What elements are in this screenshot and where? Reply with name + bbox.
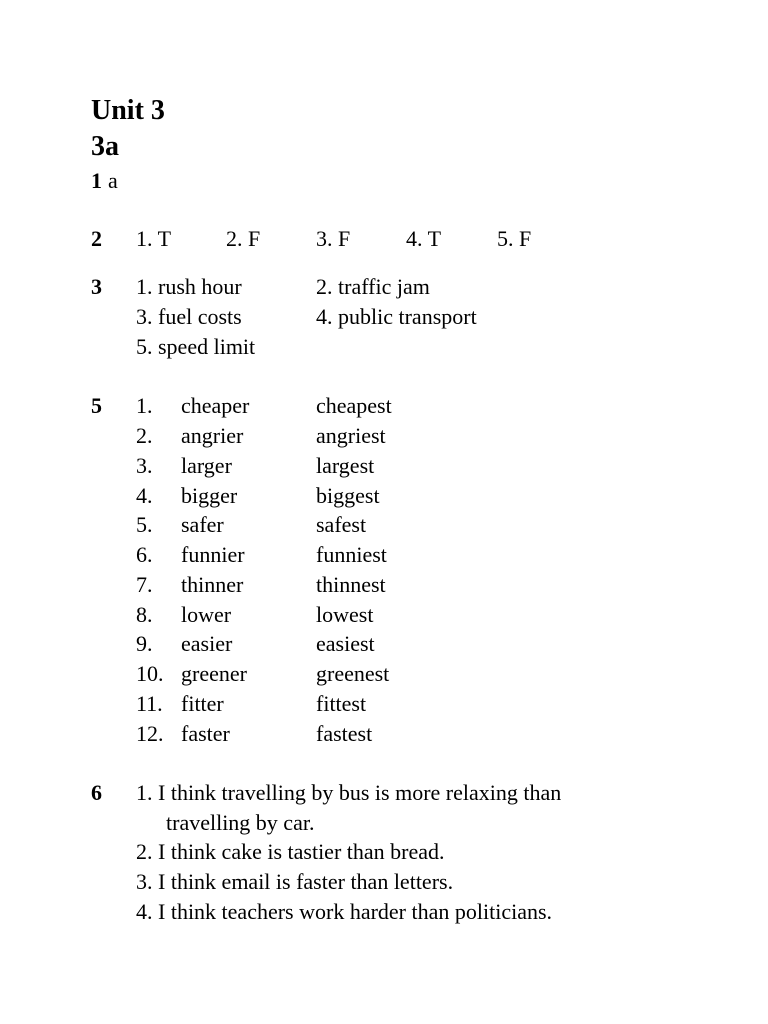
exercise-2-answer: 2. F [226, 226, 261, 251]
row-number: 3. [136, 453, 153, 478]
comparative-form: fitter [181, 691, 224, 716]
superlative-form: cheapest [316, 393, 392, 418]
comparative-form: funnier [181, 542, 245, 567]
exercise-1-number: 1 [91, 168, 102, 193]
exercise-6-sentence: 2. I think cake is tastier than bread. [136, 839, 445, 864]
comparative-form: thinner [181, 572, 244, 597]
row-number: 7. [136, 572, 153, 597]
row-number: 1. [136, 393, 153, 418]
row-number: 12. [136, 721, 164, 746]
comparative-form: lower [181, 602, 232, 627]
row-number: 10. [136, 661, 164, 686]
section-title: 3a [91, 131, 119, 162]
exercise-6-sentence: 3. I think email is faster than letters. [136, 869, 454, 894]
superlative-form: fittest [316, 691, 367, 716]
row-number: 4. [136, 483, 153, 508]
exercise-6-sentence: 4. I think teachers work harder than politicians. [136, 899, 553, 924]
exercise-3-answer: 1. rush hour [136, 274, 242, 299]
exercise-1-answer: a [108, 168, 118, 193]
superlative-form: fastest [316, 721, 373, 746]
exercise-2-answer: 5. F [497, 226, 532, 251]
row-number: 6. [136, 542, 153, 567]
comparative-form: bigger [181, 483, 238, 508]
superlative-form: safest [316, 512, 367, 537]
exercise-6-sentence-continuation: travelling by car. [166, 810, 315, 835]
superlative-form: largest [316, 453, 375, 478]
superlative-form: lowest [316, 602, 374, 627]
unit-title: Unit 3 [91, 95, 165, 126]
exercise-2-answer: 1. T [136, 226, 172, 251]
comparative-form: angrier [181, 423, 244, 448]
row-number: 2. [136, 423, 153, 448]
comparative-form: greener [181, 661, 247, 686]
row-number: 5. [136, 512, 153, 537]
exercise-2-answer: 4. T [406, 226, 442, 251]
exercise-3-number: 3 [91, 274, 102, 299]
exercise-3-answer: 4. public transport [316, 304, 477, 329]
comparative-form: cheaper [181, 393, 250, 418]
superlative-form: thinnest [316, 572, 386, 597]
exercise-2-number: 2 [91, 226, 102, 251]
superlative-form: easiest [316, 631, 375, 656]
row-number: 9. [136, 631, 153, 656]
exercise-3-answer: 5. speed limit [136, 334, 256, 359]
exercise-5-number: 5 [91, 393, 102, 418]
comparative-form: safer [181, 512, 224, 537]
exercise-3-answer: 2. traffic jam [316, 274, 430, 299]
row-number: 11. [136, 691, 163, 716]
exercise-6-number: 6 [91, 780, 102, 805]
superlative-form: greenest [316, 661, 390, 686]
superlative-form: funniest [316, 542, 387, 567]
exercise-2-answer: 3. F [316, 226, 351, 251]
comparative-form: faster [181, 721, 230, 746]
exercise-3-answer: 3. fuel costs [136, 304, 242, 329]
comparative-form: larger [181, 453, 232, 478]
comparative-form: easier [181, 631, 233, 656]
superlative-form: biggest [316, 483, 380, 508]
row-number: 8. [136, 602, 153, 627]
exercise-6-sentence: 1. I think travelling by bus is more relaxing than [136, 780, 562, 805]
superlative-form: angriest [316, 423, 386, 448]
